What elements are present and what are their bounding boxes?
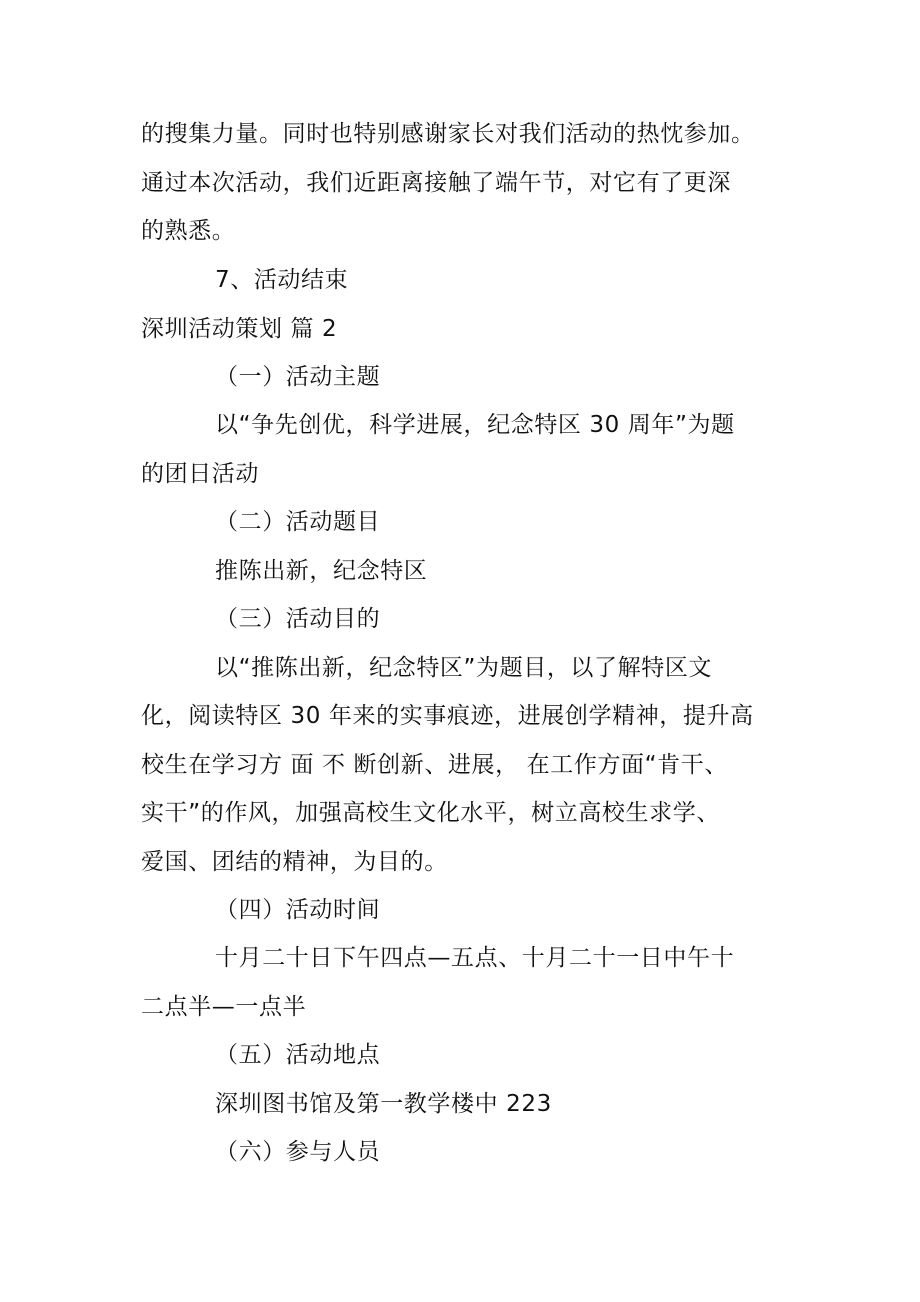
paragraph-line: 爱国、团结的精神，为目的。 (141, 849, 448, 875)
step-heading: 7、活动结束 (215, 267, 349, 293)
subheading-location: （五）活动地点 (215, 1042, 381, 1068)
subheading-purpose: （三）活动目的 (215, 606, 381, 632)
paragraph-line: 的搜集力量。同时也特别感谢家长对我们活动的热忱参加。 (141, 121, 755, 147)
paragraph-line: 校生在学习方 面 不 断创新、进展， 在工作方面“肯干、 (141, 752, 728, 778)
section-title: 深圳活动策划 篇 2 (141, 316, 338, 342)
subheading-participants: （六）参与人员 (215, 1139, 381, 1165)
paragraph-line: 化，阅读特区 30 年来的实事痕迹，进展创学精神，提升高 (141, 703, 754, 729)
subheading-topic: （二）活动题目 (215, 509, 381, 535)
paragraph-line: 深圳图书馆及第一教学楼中 223 (215, 1091, 552, 1117)
paragraph-line: 以“推陈出新，纪念特区”为题目，以了解特区文 (215, 655, 713, 681)
paragraph-line: 通过本次活动，我们近距离接触了端午节，对它有了更深 (141, 170, 731, 196)
subheading-theme: （一）活动主题 (215, 364, 381, 390)
paragraph-line: 十月二十日下午四点—五点、十月二十一日中午十 (215, 945, 735, 971)
paragraph-line: 的熟悉。 (141, 218, 236, 244)
paragraph-line: 实干”的作风，加强高校生文化水平，树立高校生求学、 (141, 800, 720, 826)
paragraph-line: 推陈出新，纪念特区 (215, 558, 428, 584)
paragraph-line: 以“争先创优，科学进展，纪念特区 30 周年”为题 (215, 412, 735, 438)
subheading-time: （四）活动时间 (215, 897, 381, 923)
paragraph-line: 二点半—一点半 (141, 994, 307, 1020)
paragraph-line: 的团日活动 (141, 461, 259, 487)
